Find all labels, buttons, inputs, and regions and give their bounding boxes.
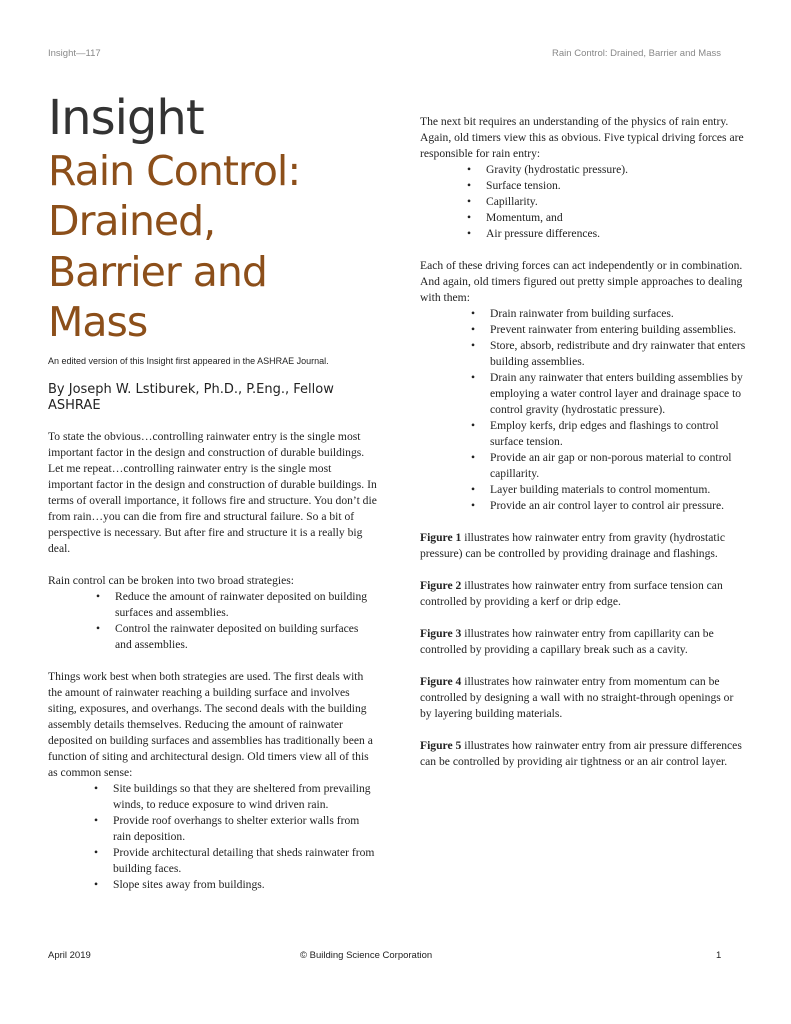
list-item: • Layer building materials to control momentum. <box>490 482 746 498</box>
article-title-line-4: Mass <box>48 298 148 347</box>
right-column <box>420 114 746 786</box>
page-number: 1 <box>716 950 722 961</box>
figure-label: Figure 1 <box>420 531 462 544</box>
list-item: • Gravity (hydrostatic pressure). <box>486 162 746 178</box>
list-item: • Employ kerfs, drip edges and flashings to control surface tension. <box>490 418 746 450</box>
figure-text: illustrates how rainwater entry from gravity (hydrostatic pressure) can be controlled by providing drainage and flashings. <box>420 531 726 560</box>
article-title-line-3: Barrier and <box>48 247 267 296</box>
figure-2-caption <box>420 578 746 610</box>
list-item: • Momentum, and <box>486 210 746 226</box>
list-item: • Site buildings so that they are sheltered from prevailing winds, to reduce exposure to wind driven rain. <box>113 781 378 813</box>
common-sense-list <box>48 781 378 893</box>
running-header-left: Insight—117 <box>48 48 101 59</box>
figure-text: illustrates how rainwater entry from momentum can be controlled by designing a wall with no straight-through openings or by layering building materials. <box>420 675 734 720</box>
paragraph: Things work best when both strategies are used. The first deals with the amount of rainwater reaching a building surface and involves siting, exposures, and overhangs. The second deals with the building assembly details themselves. Reducing the amount of rainwater deposited on building surfaces and assemblies has traditionally been a function of siting and architectural design. Old timers view all of this as common sense: <box>48 670 373 779</box>
figure-4-caption <box>420 674 746 722</box>
list-item: • Capillarity. <box>486 194 746 210</box>
figure-3-caption <box>420 626 746 658</box>
series-title: Insight <box>48 90 204 146</box>
edited-note: An edited version of this Insight first appeared in the ASHRAE Journal. <box>48 356 329 366</box>
list-item: • Provide an air control layer to control air pressure. <box>490 498 746 514</box>
list-item: • Drain rainwater from building surfaces. <box>490 306 746 322</box>
figure-text: illustrates how rainwater entry from surface tension can controlled by providing a kerf or drip edge. <box>420 579 723 608</box>
paragraph: Each of these driving forces can act independently or in combination. And again, old timers figured out pretty simple approaches to dealing with them: <box>420 259 743 304</box>
footer-date: April 2019 <box>48 950 91 961</box>
figure-label: Figure 5 <box>420 739 462 752</box>
left-column <box>48 429 378 893</box>
list-item: • Drain any rainwater that enters building assemblies by employing a water control layer and drainage space to control gravity (hydrostatic pressure). <box>490 370 746 418</box>
byline: By Joseph W. Lstiburek, Ph.D., P.Eng., Fellow ASHRAE <box>48 382 334 414</box>
list-item: • Provide an air gap or non-porous material to control capillarity. <box>490 450 746 482</box>
list-item: • Control the rainwater deposited on building surfaces and assemblies. <box>115 621 378 653</box>
figure-label: Figure 4 <box>420 675 462 688</box>
paragraph: To state the obvious…controlling rainwater entry is the single most important factor in the design and construction of durable buildings. Let me repeat…controlling rainwater entry is the single most important factor in the design and construction of durable buildings. In terms of overall importance, it follows fire and structure. You don’t die from rain…you can die from fire and structural failure. So a bit of perspective is necessary. But after fire and structure it is a really big deal. <box>48 430 377 555</box>
figure-text: illustrates how rainwater entry from capillarity can be controlled by providing a capillary break such as a cavity. <box>420 627 714 656</box>
figure-label: Figure 3 <box>420 627 462 640</box>
figure-label: Figure 2 <box>420 579 462 592</box>
paragraph: Rain control can be broken into two broad strategies: <box>48 574 294 587</box>
list-item: • Provide roof overhangs to shelter exterior walls from rain deposition. <box>113 813 378 845</box>
approaches-list <box>420 306 746 514</box>
figure-text: illustrates how rainwater entry from air pressure differences can be controlled by providing air tightness or an air control layer. <box>420 739 742 768</box>
list-item: • Slope sites away from buildings. <box>113 877 378 893</box>
list-item: • Provide architectural detailing that sheds rainwater from building faces. <box>113 845 378 877</box>
driving-forces-list <box>420 162 746 242</box>
strategies-list <box>48 589 378 653</box>
list-item: • Store, absorb, redistribute and dry rainwater that enters building assemblies. <box>490 338 746 370</box>
figure-1-caption <box>420 530 746 562</box>
list-item: • Air pressure differences. <box>486 226 746 242</box>
running-header-right: Rain Control: Drained, Barrier and Mass <box>552 48 721 59</box>
list-item: • Reduce the amount of rainwater deposited on building surfaces and assemblies. <box>115 589 378 621</box>
list-item: • Prevent rainwater from entering building assemblies. <box>490 322 746 338</box>
title-block <box>48 92 388 347</box>
list-item: • Surface tension. <box>486 178 746 194</box>
article-title-line-1: Rain Control: <box>48 146 301 195</box>
footer-copyright: © Building Science Corporation <box>300 950 433 961</box>
article-title-line-2: Drained, <box>48 197 216 246</box>
paragraph: The next bit requires an understanding of the physics of rain entry. Again, old timers view this as obvious. Five typical driving forces are responsible for rain entry: <box>420 115 744 160</box>
figure-5-caption <box>420 738 746 770</box>
